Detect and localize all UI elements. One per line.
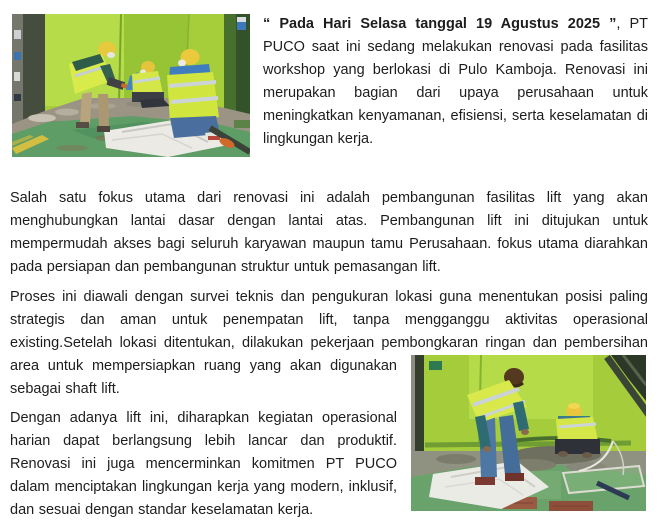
intro-date-lead: “ Pada Hari Selasa tanggal 19 Agustus 2025 ” bbox=[263, 16, 617, 32]
workers-demolition-scene-illustration bbox=[12, 14, 250, 157]
construction-photo-2 bbox=[411, 355, 646, 511]
intro-section bbox=[10, 13, 648, 158]
workers-floor-cleaning-scene-illustration bbox=[411, 355, 646, 511]
intro-paragraph-text: , PT PUCO saat ini sedang melakukan renovasi pada fasilitas workshop yang berlokasi di Pulo Kamboja. Renovasi ini merupakan bagian dari upaya perusahaan untuk meningkatkan kenyamanan, efisiensi, serta keselamatan di lingkungan kerja. bbox=[263, 16, 648, 147]
process-section bbox=[10, 286, 648, 522]
construction-photo-1 bbox=[12, 14, 250, 157]
paragraph-lift-focus: Salah satu fokus utama dari renovasi ini adalah pembangunan fasilitas lift yang akan menghubungkan lantai dasar dengan lantai atas. Pembangunan lift ini ditujukan untuk mempermudah akses bagi seluruh karyawan maupun tamu Perusahaan. fokus utama diarahkan pada persiapan dan pembangunan struktur untuk pemasangan lift. bbox=[10, 190, 648, 275]
paragraph-process: Proses ini diawali dengan survei teknis dan pengukuran lokasi guna menentukan posisi paling strategis dan aman untuk penempatan lift, tanpa mengganggu aktivitas operasional existing.Setelah lokasi ditentukan, dilakukan pekerjaan pembongkaran ringan dan pembersihan area untuk mempersiapkan ruang yang akan digunakan sebagai shaft lift. bbox=[10, 289, 648, 397]
paragraph-closing: Dengan adanya lift ini, diharapkan kegiatan operasional harian dapat berlangsung lebih lancar dan produktif. Renovasi ini juga mencerminkan komitmen PT PUCO dalam menciptakan lingkungan kerja yang modern, inklusif, dan sesuai dengan standar keselamatan kerja. bbox=[10, 410, 397, 518]
